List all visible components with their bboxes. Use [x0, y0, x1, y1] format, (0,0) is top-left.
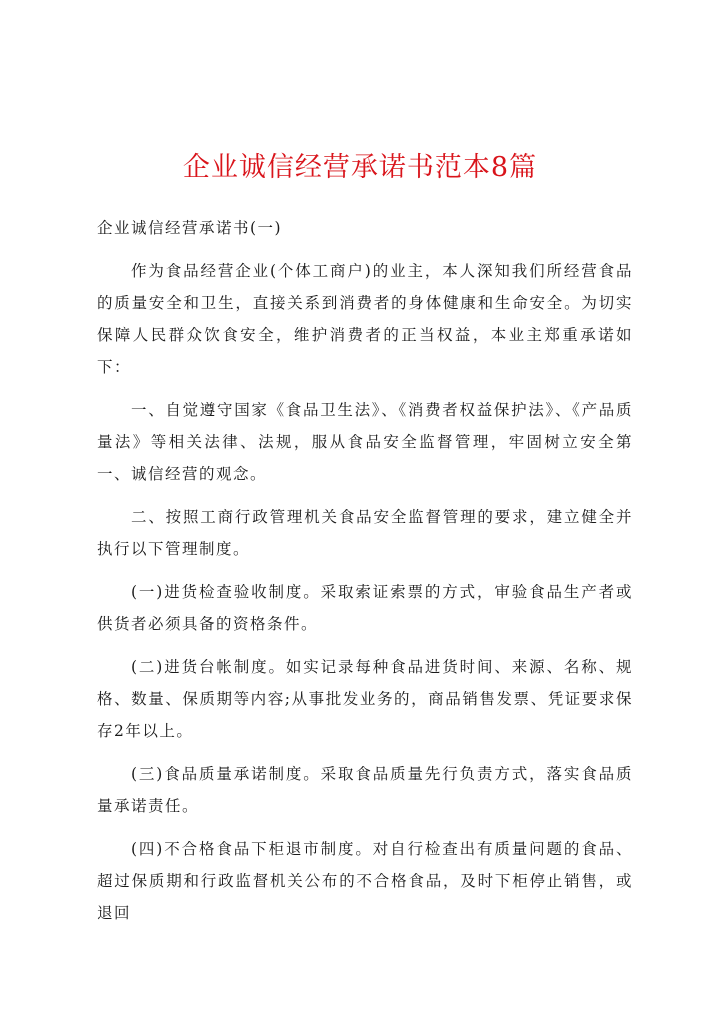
paragraph-intro: 作为食品经营企业(个体工商户)的业主，本人深知我们所经营食品的质量安全和卫生，直接关系到消费者的身体健康和生命安全。为切实保障人民群众饮食安全，维护消费者的正当权益，本业主郑重承诺如下： [97, 262, 633, 376]
paragraph-subitem-3: (三)食品质量承诺制度。采取食品质量先行负责方式，落实食品质量承诺责任。 [97, 765, 633, 815]
document-title: 企业诚信经营承诺书范本8篇 [182, 152, 538, 183]
paragraph-item-1: 一、自觉遵守国家《食品卫生法》、《消费者权益保护法》、《产品质量法》等相关法律、法规，服从食品安全监督管理，牢固树立安全第一、诚信经营的观念。 [97, 401, 633, 483]
paragraph-item-2: 二、按照工商行政管理机关食品安全监督管理的要求，建立健全并执行以下管理制度。 [97, 508, 633, 558]
document-body [97, 212, 633, 940]
paragraph-subitem-4: (四)不合格食品下柜退市制度。对自行检查出有质量问题的食品、超过保质期和行政监督机关公布的不合格食品，及时下柜停止销售，或退回 [97, 840, 633, 922]
paragraph-subitem-2: (二)进货台帐制度。如实记录每种食品进货时间、来源、名称、规格、数量、保质期等内容;从事批发业务的，商品销售发票、凭证要求保存2年以上。 [97, 658, 633, 740]
paragraph-subitem-1: (一)进货检查验收制度。采取索证索票的方式，审验食品生产者或供货者必须具备的资格条件。 [97, 583, 633, 633]
section-heading: 企业诚信经营承诺书(一) [97, 219, 283, 237]
